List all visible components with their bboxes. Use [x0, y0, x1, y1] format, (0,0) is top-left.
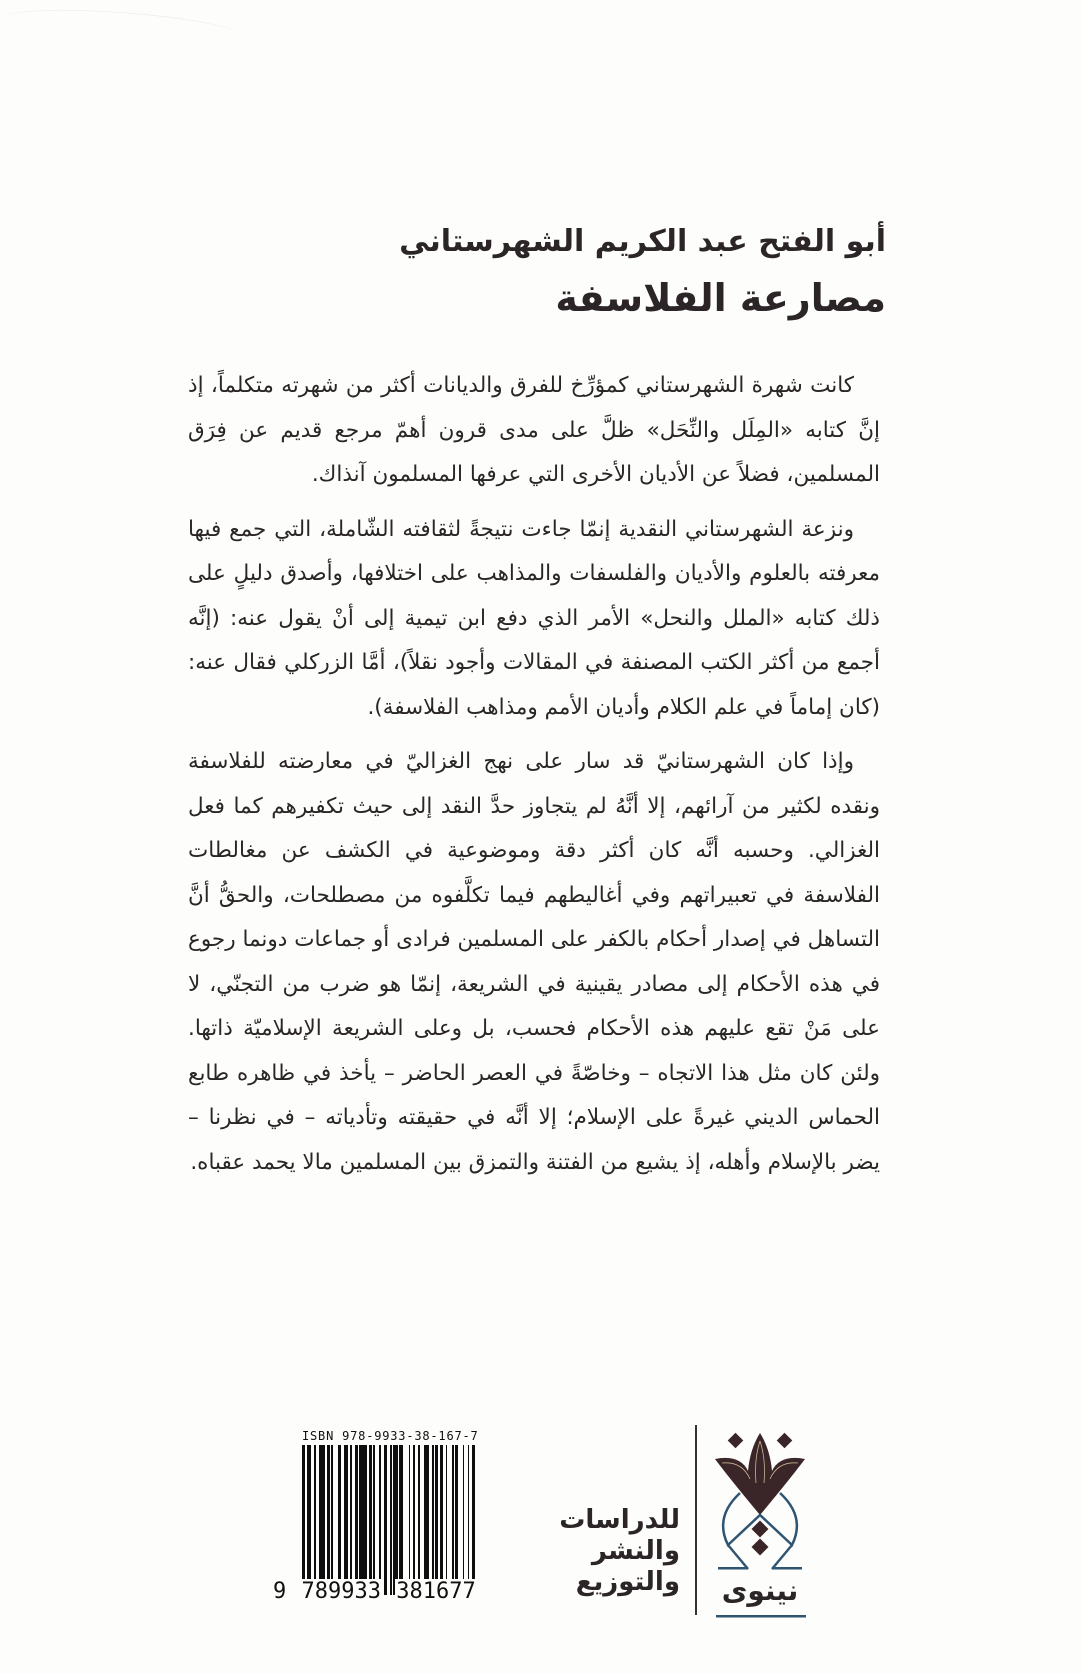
isbn-digits — [272, 1579, 477, 1604]
author-name: أبو الفتح عبد الكريم الشهرستاني — [399, 224, 886, 259]
barcode-bars — [302, 1445, 510, 1595]
blurb-paragraph-1: كانت شهرة الشهرستاني كمؤرِّخ للفرق والديانات أكثر من شهرته متكلماً، إذ إنَّ كتابه «المِلَل والنِّحَل» ظلَّ على مدى قرون أهمّ مرجع قديم عن فِرَق المسلمين، فضلاً عن الأديان الأخرى التي عرفها المسلمون آنذاك. — [188, 373, 880, 487]
publisher-tagline-line-2: والنشر — [591, 1536, 680, 1566]
publisher-logo — [710, 1419, 810, 1619]
isbn-digits-right: 381677 — [396, 1579, 476, 1604]
isbn-barcode — [272, 1429, 502, 1607]
isbn-digit-lead: 9 — [273, 1579, 287, 1604]
cover-footer — [0, 1405, 1082, 1605]
isbn-digits-left: 789933 — [301, 1579, 381, 1604]
book-title: مصارعة الفلاسفة — [555, 276, 886, 320]
blurb-paragraph-2: ونزعة الشهرستاني النقدية إنمّا جاءت نتيجةً لثقافته الشّاملة، التي جمع فيها معرفته بالعلوم والأديان والفلسفات والمذاهب على اختلافها، وأصدق دليلٍ على ذلك كتابه «الملل والنحل» الأمر الذي دفع ابن تيمية إلى أنْ يقول عنه: (إنَّه أجمع من أكثر الكتب المصنفة في المقالات وأجود نقلاً)، أمَّا الزركلي فقال عنه: (كان إماماً في علم الكلام وأديان الأمم ومذاهب الفلاسفة). — [188, 516, 880, 720]
isbn-label: ISBN 978-9933-38-167-7 — [302, 1429, 479, 1443]
publisher-divider — [695, 1425, 697, 1615]
back-cover-blurb — [188, 364, 880, 1195]
blurb-paragraph-3: وإذا كان الشهرستانيّ قد سار على نهج الغزاليّ في معارضته للفلاسفة ونقده لكثير من آرائهم، إلا أنَّهُ لم يتجاوز حدَّ النقد إلى حيث تكفيرهم كما فعل الغزالي. وحسبه أنَّه كان أكثر دقة وموضوعية في الكشف عن مغالطات الفلاسفة في تعبيراتهم وفي أغاليطهم فيما تكلَّفوه من مصطلحات، والحقُّ أنَّ التساهل في إصدار أحكام بالكفر على المسلمين فرادى أو جماعات دونما رجوع في هذه الأحكام إلى مصادر يقينية في الشريعة، إنمّا هو ضرب من التجنّي، لا على مَنْ تقع عليهم هذه الأحكام فحسب، بل وعلى الشريعة الإسلاميّة ذاتها. ولئن كان مثل هذا الاتجاه – وخاصّةً في العصر الحاضر – يأخذ في ظاهره طابع الحماس الديني غيرةً على الإسلام؛ إلا أنَّه في حقيقته وتأدياته – في نظرنا – يضر بالإسلام وأهله، إذ يشيع من الفتنة والتمزق بين المسلمين مالا يحمد عقباه. — [188, 749, 880, 1175]
book-header — [186, 222, 886, 324]
publisher-tagline-line-1: للدراسات — [559, 1505, 680, 1535]
paper-crease — [0, 4, 241, 52]
publisher-name: نينوى — [721, 1574, 799, 1607]
publisher-tagline — [540, 1505, 680, 1598]
publisher-tagline-line-3: والتوزيع — [575, 1567, 680, 1597]
